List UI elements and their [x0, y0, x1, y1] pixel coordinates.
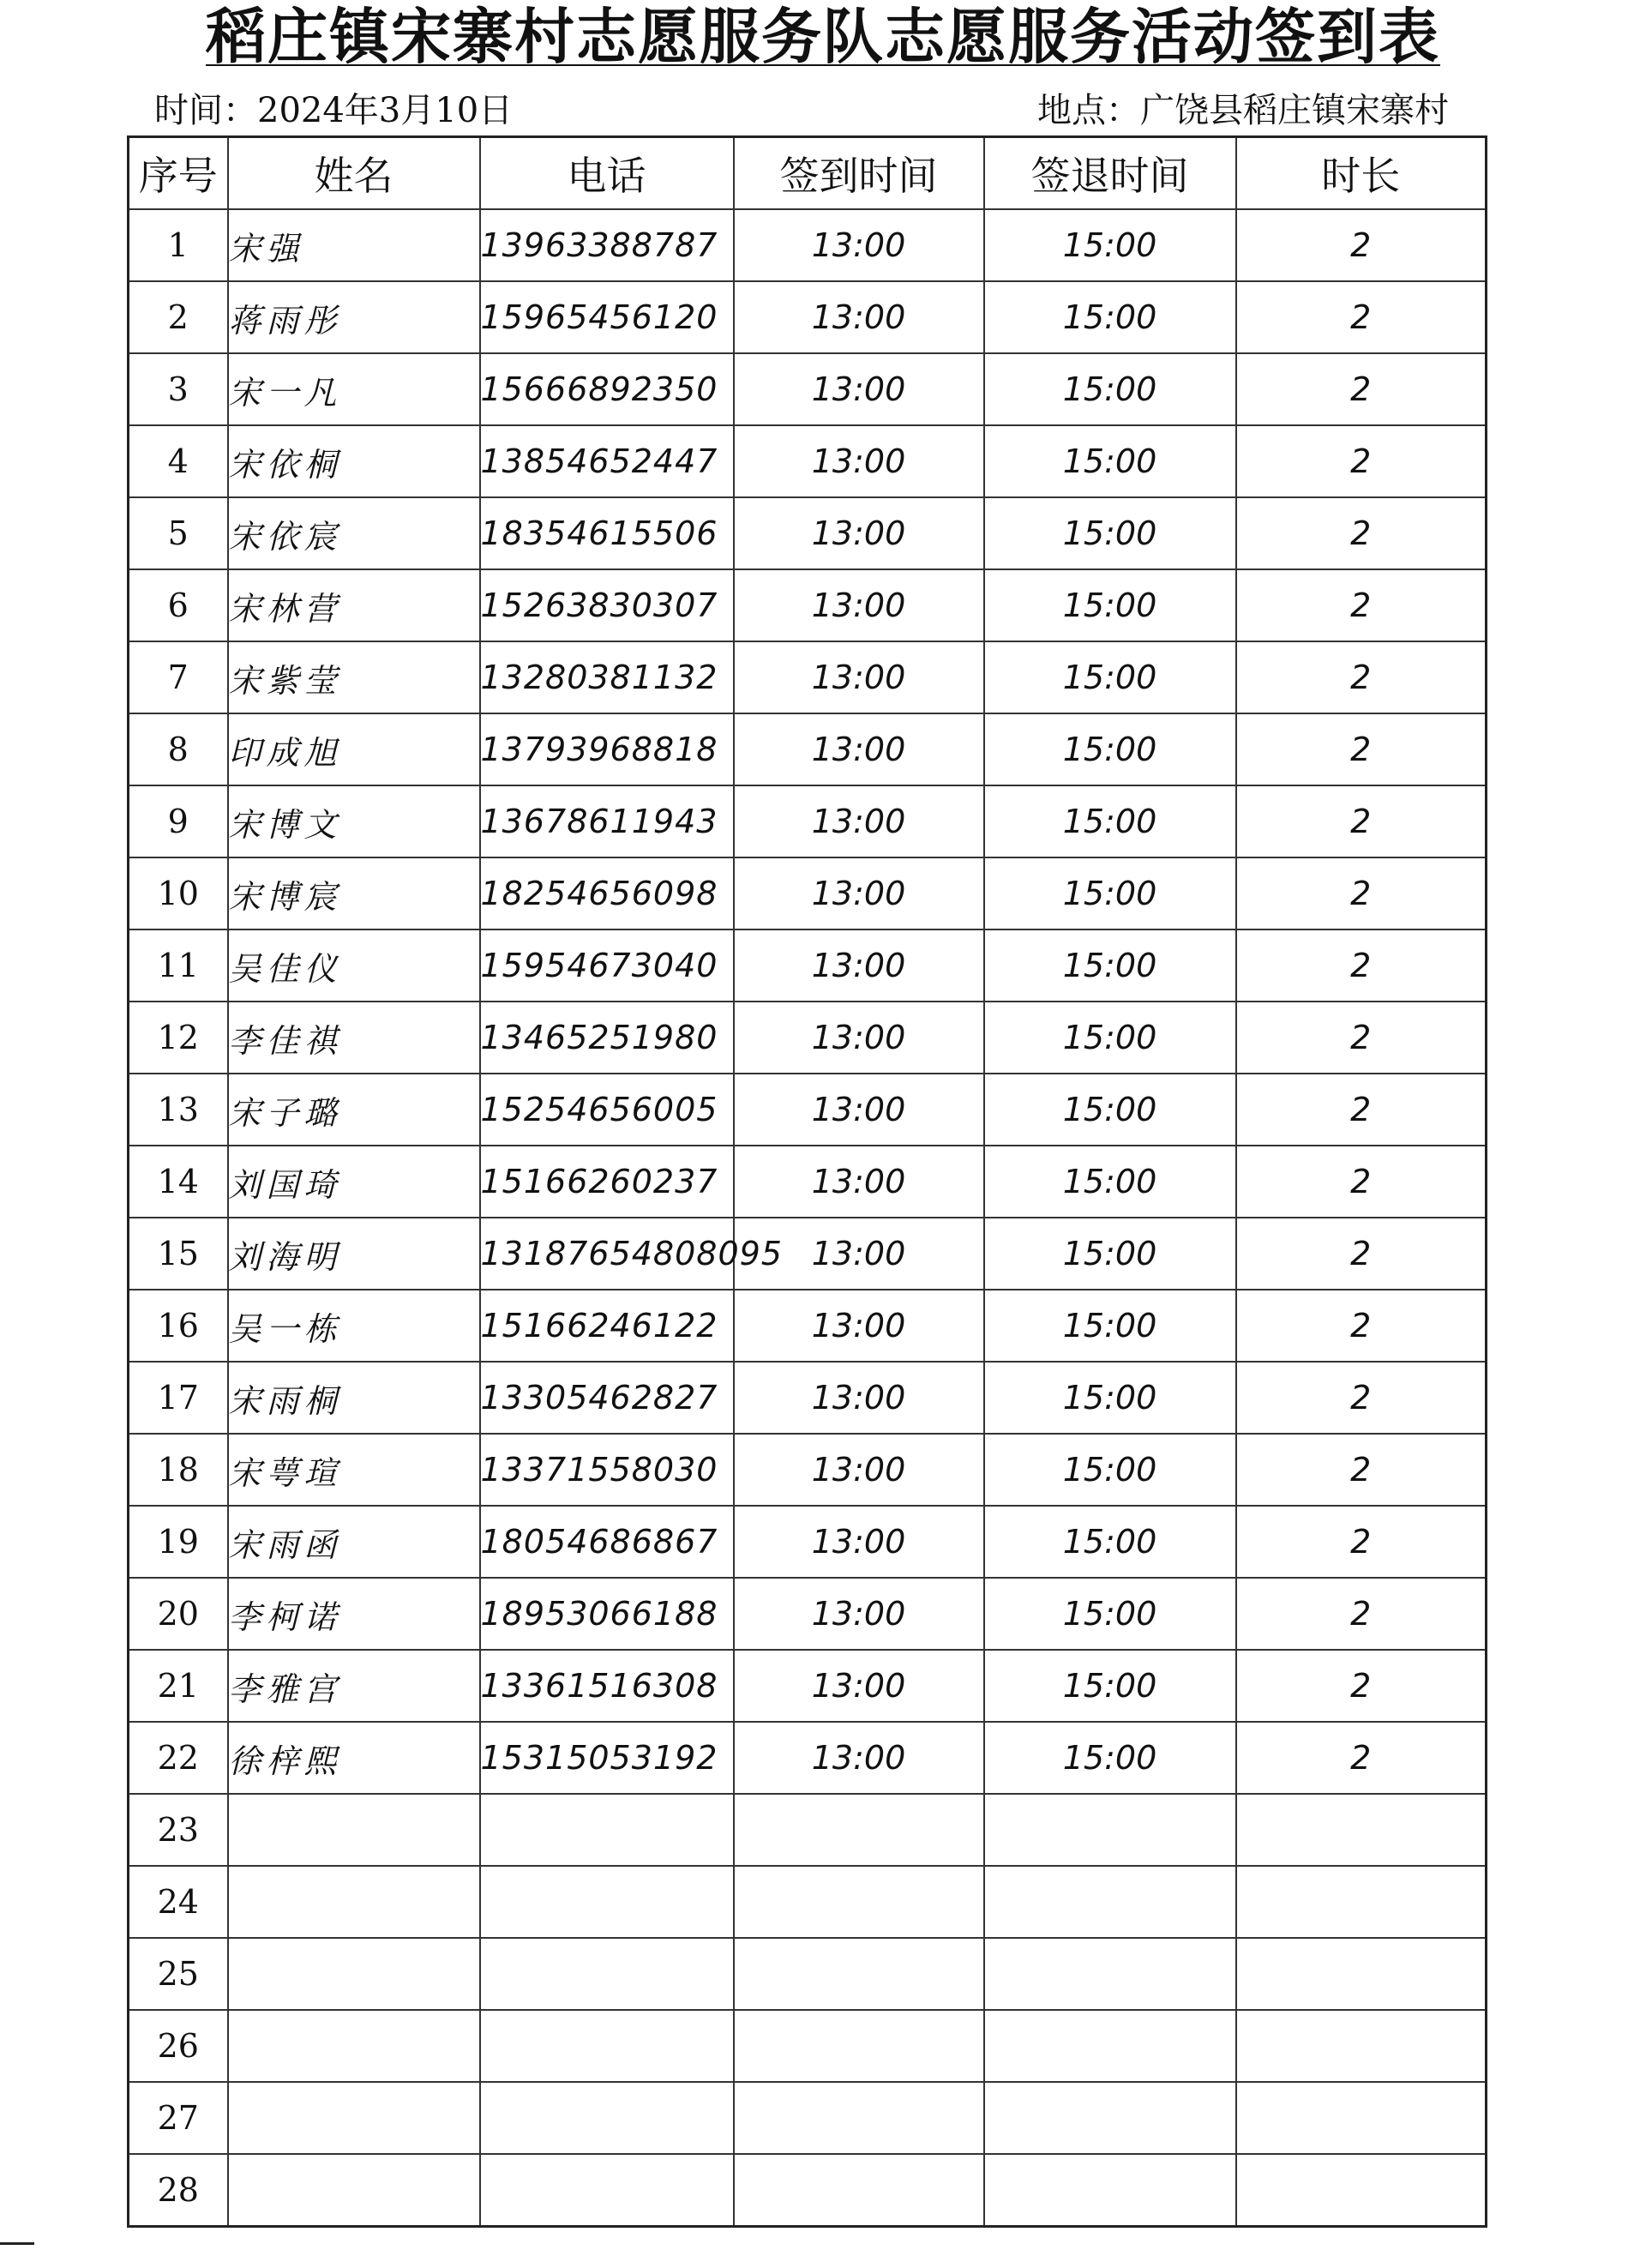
header-no: 序号	[129, 137, 228, 210]
phone-number: 13678611943	[480, 785, 734, 857]
sign-out-time: 15:00	[984, 1506, 1236, 1578]
volunteer-name: 吴佳仪	[228, 929, 480, 1002]
table-row	[129, 209, 1487, 281]
volunteer-name	[228, 1866, 480, 1938]
volunteer-name	[228, 2154, 480, 2227]
row-number: 5	[129, 497, 228, 569]
table-row	[129, 281, 1487, 353]
duration-hours	[1236, 2082, 1487, 2154]
phone-number: 13187654808095	[480, 1218, 734, 1290]
row-number: 16	[129, 1290, 228, 1362]
table-row	[129, 1506, 1487, 1578]
sign-out-time: 15:00	[984, 1002, 1236, 1074]
duration-hours	[1236, 2010, 1487, 2082]
volunteer-name: 宋一凡	[228, 353, 480, 425]
sign-in-time: 13:00	[734, 353, 984, 425]
sign-in-time	[734, 2082, 984, 2154]
volunteer-name: 李柯诺	[228, 1578, 480, 1650]
table-row	[129, 497, 1487, 569]
phone-number: 18953066188	[480, 1578, 734, 1650]
sign-in-time: 13:00	[734, 785, 984, 857]
duration-hours: 2	[1236, 1074, 1487, 1146]
sign-in-time: 13:00	[734, 209, 984, 281]
sign-in-time: 13:00	[734, 1434, 984, 1506]
duration-hours: 2	[1236, 497, 1487, 569]
row-number: 17	[129, 1362, 228, 1434]
row-number: 15	[129, 1218, 228, 1290]
row-number: 12	[129, 1002, 228, 1074]
phone-number: 13361516308	[480, 1650, 734, 1722]
header-name: 姓名	[228, 137, 480, 210]
table-row	[129, 2082, 1487, 2154]
duration-hours: 2	[1236, 1146, 1487, 1218]
row-number: 6	[129, 569, 228, 641]
table-row	[129, 425, 1487, 497]
row-number: 20	[129, 1578, 228, 1650]
table-row	[129, 1578, 1487, 1650]
row-number: 7	[129, 641, 228, 713]
volunteer-name	[228, 2082, 480, 2154]
time-value: 2024年3月10日	[257, 91, 514, 130]
row-number: 14	[129, 1146, 228, 1218]
sign-in-time: 13:00	[734, 1002, 984, 1074]
duration-hours: 2	[1236, 641, 1487, 713]
row-number: 2	[129, 281, 228, 353]
sign-in-time: 13:00	[734, 641, 984, 713]
duration-hours	[1236, 1938, 1487, 2010]
duration-hours: 2	[1236, 425, 1487, 497]
duration-hours	[1236, 1794, 1487, 1866]
sign-in-time: 13:00	[734, 569, 984, 641]
table-row	[129, 1866, 1487, 1938]
volunteer-name: 刘海明	[228, 1218, 480, 1290]
sign-in-time: 13:00	[734, 497, 984, 569]
sign-out-time: 15:00	[984, 209, 1236, 281]
place-value: 广饶县稻庄镇宋寨村	[1140, 91, 1449, 130]
phone-number	[480, 1866, 734, 1938]
phone-number: 15263830307	[480, 569, 734, 641]
volunteer-name: 宋博文	[228, 785, 480, 857]
sign-in-time: 13:00	[734, 425, 984, 497]
phone-number: 15666892350	[480, 353, 734, 425]
phone-number: 13305462827	[480, 1362, 734, 1434]
phone-number	[480, 2082, 734, 2154]
sign-out-time: 15:00	[984, 1146, 1236, 1218]
volunteer-name: 刘国琦	[228, 1146, 480, 1218]
sign-out-time	[984, 2154, 1236, 2227]
phone-number: 15965456120	[480, 281, 734, 353]
phone-number: 13854652447	[480, 425, 734, 497]
table-row	[129, 1146, 1487, 1218]
sign-in-time	[734, 1794, 984, 1866]
sign-out-time: 15:00	[984, 1218, 1236, 1290]
phone-number: 15315053192	[480, 1722, 734, 1794]
sign-out-time: 15:00	[984, 425, 1236, 497]
row-number: 24	[129, 1866, 228, 1938]
phone-number: 18054686867	[480, 1506, 734, 1578]
row-number: 28	[129, 2154, 228, 2227]
volunteer-name: 徐梓熙	[228, 1722, 480, 1794]
duration-hours: 2	[1236, 353, 1487, 425]
duration-hours	[1236, 2154, 1487, 2227]
document-title: 稻庄镇宋寨村志愿服务队志愿服务活动签到表	[206, 1, 1440, 72]
volunteer-name: 宋强	[228, 209, 480, 281]
row-number: 3	[129, 353, 228, 425]
table-header-row	[129, 137, 1487, 210]
sign-in-table	[127, 135, 1487, 2228]
row-number: 11	[129, 929, 228, 1002]
table-row	[129, 1794, 1487, 1866]
phone-number: 18254656098	[480, 857, 734, 929]
phone-number	[480, 2010, 734, 2082]
phone-number	[480, 1794, 734, 1866]
duration-hours: 2	[1236, 281, 1487, 353]
place-label: 地点：	[1037, 91, 1140, 130]
row-number: 21	[129, 1650, 228, 1722]
sign-in-time: 13:00	[734, 1290, 984, 1362]
volunteer-name: 宋依宸	[228, 497, 480, 569]
table-row	[129, 929, 1487, 1002]
phone-number: 15166246122	[480, 1290, 734, 1362]
table-row	[129, 857, 1487, 929]
volunteer-name: 宋依桐	[228, 425, 480, 497]
duration-hours: 2	[1236, 1722, 1487, 1794]
phone-number	[480, 2154, 734, 2227]
header-sign-in: 签到时间	[734, 137, 984, 210]
table-body	[129, 209, 1487, 2227]
sign-out-time: 15:00	[984, 353, 1236, 425]
duration-hours: 2	[1236, 857, 1487, 929]
row-number: 13	[129, 1074, 228, 1146]
sign-out-time	[984, 2082, 1236, 2154]
sign-in-time	[734, 1866, 984, 1938]
table-row	[129, 641, 1487, 713]
row-number: 10	[129, 857, 228, 929]
row-number: 25	[129, 1938, 228, 2010]
volunteer-name: 宋博宸	[228, 857, 480, 929]
table-row	[129, 785, 1487, 857]
sign-out-time: 15:00	[984, 1578, 1236, 1650]
phone-number: 15954673040	[480, 929, 734, 1002]
duration-hours: 2	[1236, 1002, 1487, 1074]
date-line	[154, 89, 513, 132]
table-row	[129, 713, 1487, 785]
sign-in-time	[734, 2154, 984, 2227]
sign-out-time: 15:00	[984, 1650, 1236, 1722]
duration-hours: 2	[1236, 785, 1487, 857]
sign-out-time: 15:00	[984, 569, 1236, 641]
volunteer-name	[228, 1938, 480, 2010]
sign-out-time	[984, 1794, 1236, 1866]
table-row	[129, 1938, 1487, 2010]
duration-hours: 2	[1236, 569, 1487, 641]
sign-out-time: 15:00	[984, 497, 1236, 569]
row-number: 19	[129, 1506, 228, 1578]
table-row	[129, 1002, 1487, 1074]
sign-in-time: 13:00	[734, 1218, 984, 1290]
time-label: 时间：	[154, 91, 257, 130]
sign-in-time: 13:00	[734, 1650, 984, 1722]
phone-number: 15166260237	[480, 1146, 734, 1218]
sign-in-time: 13:00	[734, 857, 984, 929]
duration-hours: 2	[1236, 1218, 1487, 1290]
row-number: 22	[129, 1722, 228, 1794]
row-number: 8	[129, 713, 228, 785]
sign-in-time: 13:00	[734, 713, 984, 785]
header-duration: 时长	[1236, 137, 1487, 210]
sign-out-time: 15:00	[984, 641, 1236, 713]
table-row	[129, 1074, 1487, 1146]
duration-hours: 2	[1236, 929, 1487, 1002]
row-number: 27	[129, 2082, 228, 2154]
sign-in-time	[734, 1938, 984, 2010]
duration-hours: 2	[1236, 1578, 1487, 1650]
table-row	[129, 2010, 1487, 2082]
sign-in-time: 13:00	[734, 1722, 984, 1794]
row-number: 26	[129, 2010, 228, 2082]
table-row	[129, 353, 1487, 425]
sign-in-time: 13:00	[734, 1362, 984, 1434]
duration-hours	[1236, 1866, 1487, 1938]
volunteer-name: 蒋雨彤	[228, 281, 480, 353]
duration-hours: 2	[1236, 1290, 1487, 1362]
volunteer-name: 宋林营	[228, 569, 480, 641]
duration-hours: 2	[1236, 1650, 1487, 1722]
row-number: 18	[129, 1434, 228, 1506]
phone-number: 13280381132	[480, 641, 734, 713]
sign-in-time: 13:00	[734, 281, 984, 353]
duration-hours: 2	[1236, 1434, 1487, 1506]
table-row	[129, 2154, 1487, 2227]
phone-number: 15254656005	[480, 1074, 734, 1146]
header-phone: 电话	[480, 137, 734, 210]
sign-out-time: 15:00	[984, 1362, 1236, 1434]
row-number: 4	[129, 425, 228, 497]
phone-number: 13963388787	[480, 209, 734, 281]
table-row	[129, 569, 1487, 641]
phone-number: 13465251980	[480, 1002, 734, 1074]
phone-number	[480, 1938, 734, 2010]
table-row	[129, 1434, 1487, 1506]
volunteer-name: 宋雨函	[228, 1506, 480, 1578]
sign-in-time: 13:00	[734, 929, 984, 1002]
row-number: 9	[129, 785, 228, 857]
sign-out-time: 15:00	[984, 929, 1236, 1002]
header-sign-out: 签退时间	[984, 137, 1236, 210]
row-number: 23	[129, 1794, 228, 1866]
volunteer-name: 宋子璐	[228, 1074, 480, 1146]
volunteer-name: 印成旭	[228, 713, 480, 785]
table-row	[129, 1362, 1487, 1434]
volunteer-name: 宋萼瑄	[228, 1434, 480, 1506]
sign-in-time: 13:00	[734, 1578, 984, 1650]
sign-out-time	[984, 1938, 1236, 2010]
sign-out-time: 15:00	[984, 1290, 1236, 1362]
sign-out-time: 15:00	[984, 785, 1236, 857]
row-number: 1	[129, 209, 228, 281]
phone-number: 13371558030	[480, 1434, 734, 1506]
sign-in-time: 13:00	[734, 1506, 984, 1578]
volunteer-name: 吴一栋	[228, 1290, 480, 1362]
volunteer-name: 宋紫莹	[228, 641, 480, 713]
sign-in-time	[734, 2010, 984, 2082]
table-row	[129, 1722, 1487, 1794]
volunteer-name: 李佳祺	[228, 1002, 480, 1074]
edge-mark	[0, 2242, 34, 2245]
sign-in-time: 13:00	[734, 1146, 984, 1218]
sign-out-time: 15:00	[984, 713, 1236, 785]
location-line	[1037, 89, 1449, 132]
sign-in-time: 13:00	[734, 1074, 984, 1146]
sign-out-time: 15:00	[984, 1434, 1236, 1506]
phone-number: 18354615506	[480, 497, 734, 569]
volunteer-name	[228, 2010, 480, 2082]
sign-out-time	[984, 1866, 1236, 1938]
volunteer-name: 李雅宫	[228, 1650, 480, 1722]
duration-hours: 2	[1236, 209, 1487, 281]
duration-hours: 2	[1236, 1362, 1487, 1434]
duration-hours: 2	[1236, 713, 1487, 785]
table-row	[129, 1650, 1487, 1722]
volunteer-name: 宋雨桐	[228, 1362, 480, 1434]
phone-number: 13793968818	[480, 713, 734, 785]
sign-out-time: 15:00	[984, 1722, 1236, 1794]
sign-out-time: 15:00	[984, 281, 1236, 353]
duration-hours: 2	[1236, 1506, 1487, 1578]
table-row	[129, 1218, 1487, 1290]
table-row	[129, 1290, 1487, 1362]
sign-out-time: 15:00	[984, 1074, 1236, 1146]
volunteer-name	[228, 1794, 480, 1866]
sign-out-time	[984, 2010, 1236, 2082]
sign-out-time: 15:00	[984, 857, 1236, 929]
